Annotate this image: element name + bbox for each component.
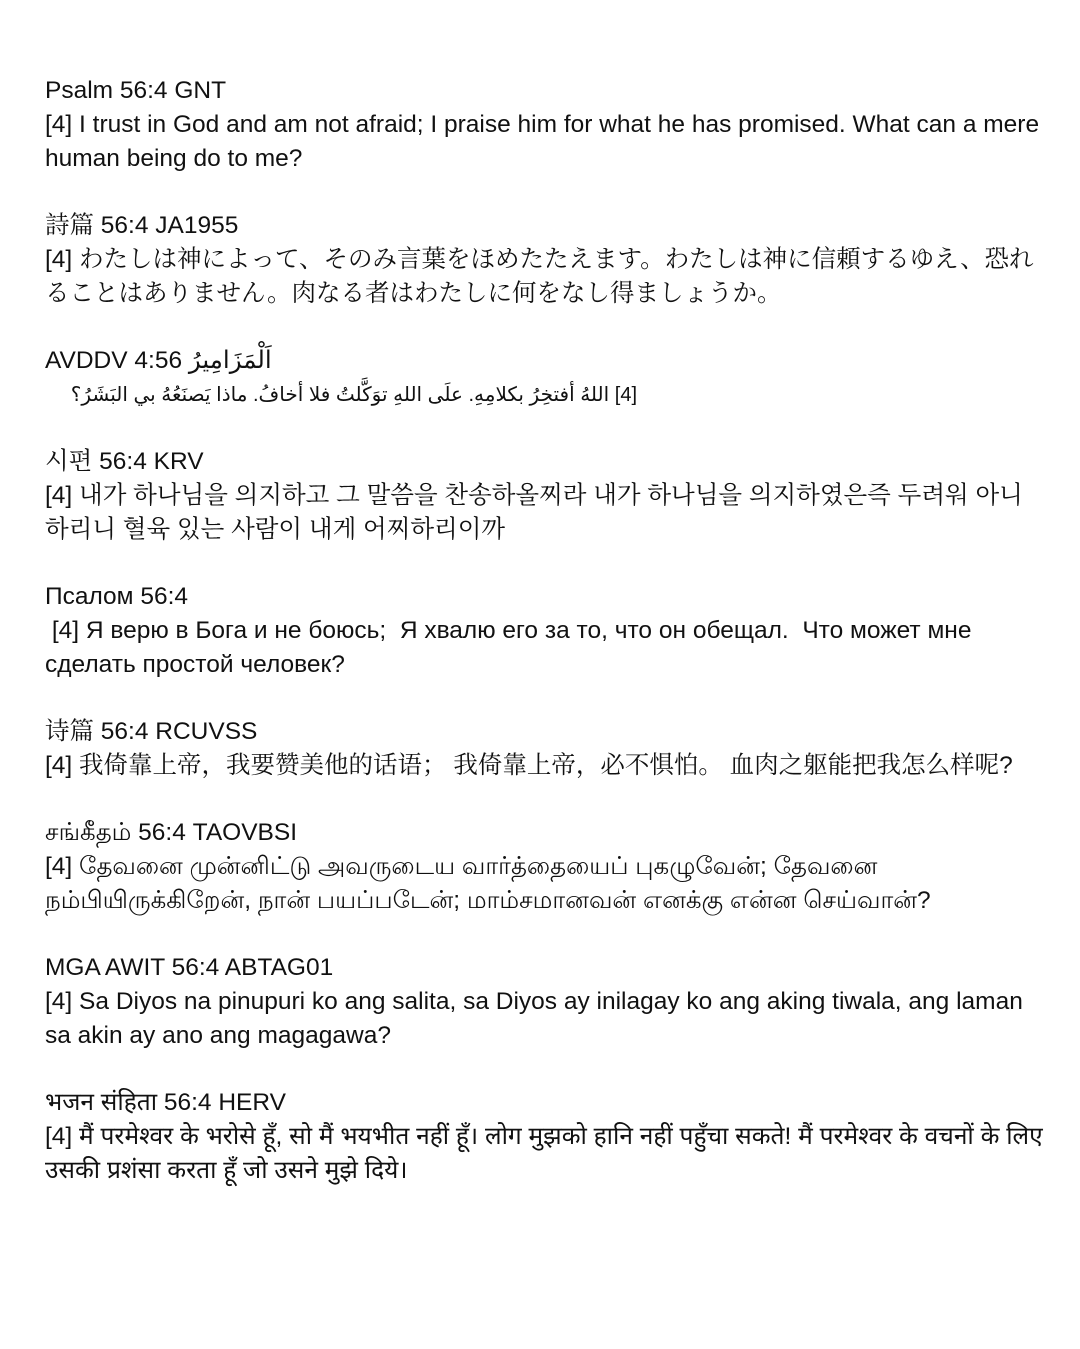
verse-heading: சங்கீதம் 56:4 TAOVBSI [45,819,298,846]
verse-text: [4] Я верю в Бога и не боюсь; Я хвалю его за то, что он обещал. Что может мне сделать простой человек? [45,617,979,678]
verse-text: [4] 내가 하나님을 의지하고 그 말씀을 찬송하올찌라 내가 하나님을 의지하였은즉 두려워 아니하리니 혈육 있는 사람이 내게 어찌하리이까 [45,482,1023,543]
verse-entry-hindi [45,1086,1045,1188]
verse-text: [4] Sa Diyos na pinupuri ko ang salita, sa Diyos ay inilagay ko ang aking tiwala, ang laman sa akin ay ano ang magagawa? [45,988,1023,1049]
verse-heading: Psalm 56:4 GNT [45,77,227,104]
verse-heading: AVDDV 4:56 اَلْمَزَامِيرُ [45,347,272,374]
verse-heading: 诗篇 56:4 RCUVSS [45,718,258,745]
verse-heading: Псалом 56:4 [45,583,189,610]
verse-heading: 시편 56:4 KRV [45,448,204,475]
verse-entry-english [45,74,1045,176]
verse-entry-russian [45,580,1045,682]
verse-text: [4] I trust in God and am not afraid; I praise him for what he has promised. What can a mere human being do to me? [45,111,1040,172]
verse-entry-japanese [45,209,1045,311]
verse-entry-arabic [45,344,1045,412]
verse-text: [4] தேவனை முன்னிட்டு அவருடைய வார்த்தையைப் புகழுவேன்; தேவனை நம்பியிருக்கிறேன், நான் பயப்படேன்; மாம்சமானவன் எனக்கு என்ன செய்வான்? [45,853,931,914]
verse-heading: 詩篇 56:4 JA1955 [45,212,239,239]
verse-text: [4] اللهُ أفتخِرُ بكلامِهِ. علَى اللهِ توَكَّلتُ فلا أخافُ. ماذا يَصنَعُهُ بي البَشَرُ؟ [70,384,637,406]
verse-document [45,74,1045,1221]
verse-heading: MGA AWIT 56:4 ABTAG01 [45,954,334,981]
verse-entry-korean [45,445,1045,547]
verse-heading: भजन संहिता 56:4 HERV [45,1089,286,1116]
verse-entry-tamil [45,816,1045,918]
verse-entry-tagalog [45,951,1045,1053]
verse-entry-chinese [45,715,1045,783]
verse-text: [4] मैं परमेश्वर के भरोसे हूँ, सो मैं भयभीत नहीं हूँ। लोग मुझको हानि नहीं पहुँचा सकते! मैं परमेश्वर के वचनों के लिए उसकी प्रशंसा करता हूँ जो उसने मुझे दिये। [45,1123,1043,1184]
verse-text: [4] わたしは神によって、そのみ言葉をほめたたえます。わたしは神に信頼するゆえ、恐れることはありません。肉なる者はわたしに何をなし得ましょうか。 [45,246,1034,307]
verse-text: [4] 我倚靠上帝，我要赞美他的话语； 我倚靠上帝，必不惧怕。 血肉之躯能把我怎么样呢? [45,752,1013,779]
